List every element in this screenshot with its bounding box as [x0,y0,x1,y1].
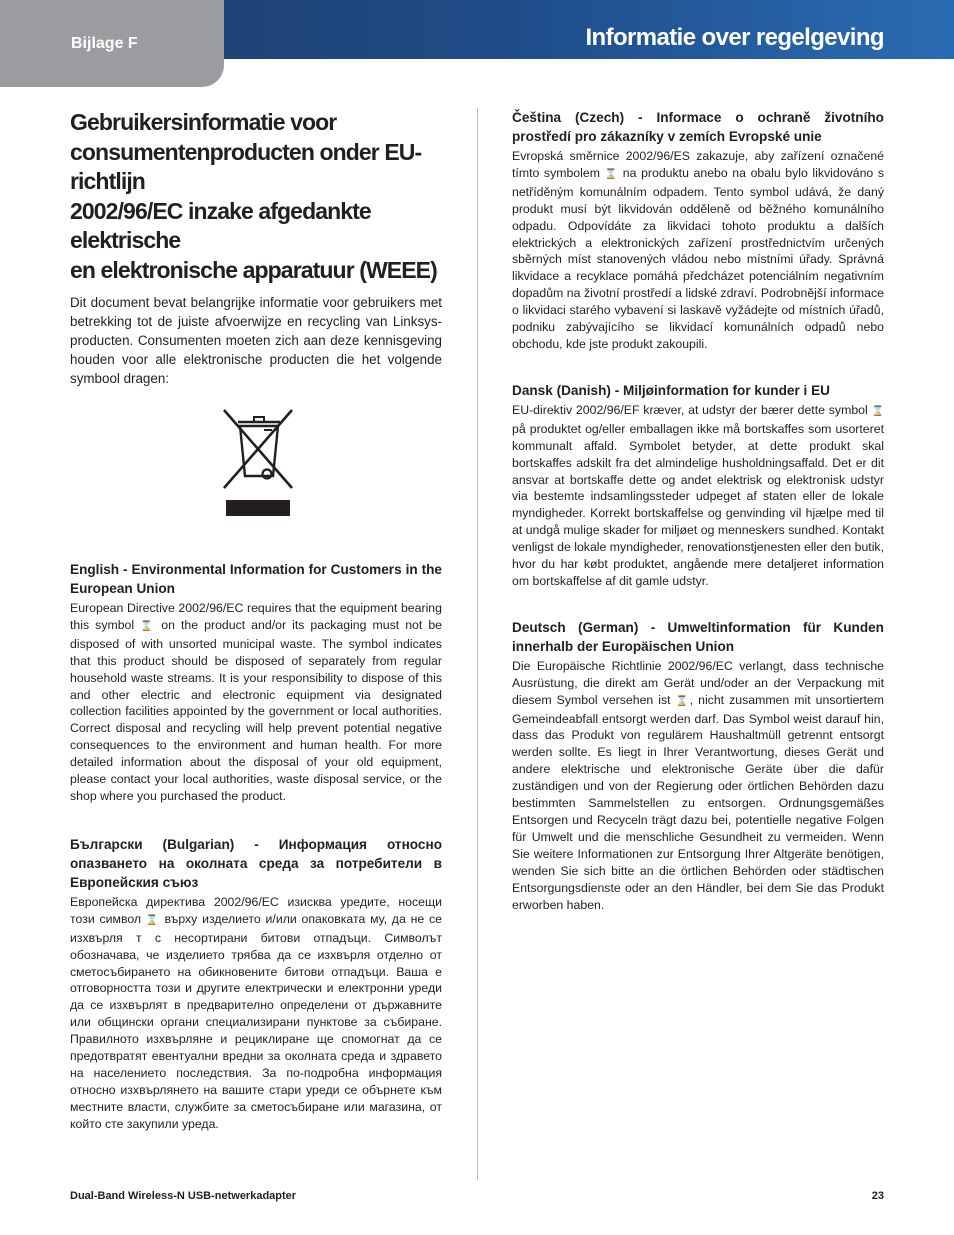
heading-line: consumentenproducten onder EU-richtlijn [70,138,422,194]
column-divider [477,108,478,1180]
main-heading [70,108,442,285]
section-english [70,560,442,805]
weee-inline-icon: ⌛ [140,620,156,632]
section-heading: Dansk (Danish) - Miljøinformation for kunder i EU [512,382,830,398]
section-body: EU-direktiv 2002/96/EF kræver, at udstyr der bærer dette symbol ⌛ på produktet og/eller emballagen ikke må bortskaffes som usorteret kommunalt affald. Symbolet betyder, at dette produkt skal bortskaffes adskilt fra det almindelige husholdningsaffald. Det er dit ansvar at bortskaffe dette og andet elektrisk og elektronisk udstyr via bestemte indsamlingssteder udpeget af staten eller de lokale myndigheder. Korrekt bortskaffelse og genvinding vil hjælpe med til at undgå mulige skader for miljøet og menneskers sundhed. Kontakt venligst de lokale myndigheder, renovationstjenesten eller den butik, hvor du har købt produktet, angående mere detaljeret information om bortskaffelse af dit gamle udstyr. [512,402,884,588]
crossed-out-wheeled-bin-icon [220,408,296,516]
section-heading: Български (Bulgarian) - Информация относно опазването на околната среда за потребители в Европейския съюз [70,836,442,890]
section-body: Die Europäische Richtlinie 2002/96/EC verlangt, dass technische Ausrüstung, die direkt am Gerät und/oder an der Verpackung mit diesem Symbol versehen ist ⌛, nicht zusammen mit unsortiertem Gemeindeabfall entsorgt werden darf. Das Symbol weist darauf hin, dass das Produkt von regulärem Haushaltmüll getrennt entsorgt werden sollte. Es liegt in Ihrer Verantwortung, dieses Gerät und andere elektrische und elektronische Geräte über die dafür zuständigen und von der Regierung oder örtlichen Behörden dazu bestimmten Sammelstellen zu entsorgen. Ordnungsgemäßes Entsorgen und Recyceln trägt dazu bei, potentielle negative Folgen für Umwelt und die menschliche Gesundheit zu vermeiden. Wenn Sie weitere Informationen zur Entsorgung Ihrer Altgeräte benötigen, wenden Sie sich bitte an die örtlichen Behörden oder städtischen Entsorgungsdienste oder an den Händler, bei dem Sie das Produkt erworben haben. [512,658,885,912]
section-german [512,618,884,914]
section-body: European Directive 2002/96/EC requires that the equipment bearing this symbol ⌛ on the product and/or its packaging must not be disposed of with unsorted municipal waste. The symbol indicates that this product should be disposed of separately from regular household waste streams. It is your responsibility to dispose of this and other electric and electronic equipment via designated collection facilities appointed by the government or local authorities. Correct disposal and recycling will help prevent potential negative consequences to the environment and human health. For more detailed information about the disposal of your old equipment, please contact your local authorities, waste disposal service, or the shop where you purchased the product. [70,601,443,803]
left-column [70,108,442,1133]
weee-symbol-block [70,408,442,518]
appendix-tab [0,0,224,87]
page-title: Informatie over regelgeving [585,24,884,51]
weee-inline-icon: ⌛ [604,168,619,180]
section-body: Европейска директива 2002/96/EC изисква уредите, носещи този символ ⌛ върху изделието и/или опаковката му, да не се изхвърля т с несортирани битови отпадъци. Символът обозначава, че изделието трябва да се изхвърля отделно от сметосъбирането на обикновените битови отпадъци. Ваша е отговорността този и другите електрически и електронни уреди да се изхвърлят в предварително определени от държавните или общински органи специализирани пунктове за събиране. Правилното изхвърляне и рециклиране ще спомогнат да се предотвратят евентуални вредни за околната среда и здравето на населението последствия. За по-подробна информация относно изхвърлянето на вашите стари уреди се обърнете към местните власти, службите за сметосъбиране или магазина, от който сте закупили уреда. [70,894,442,1131]
footer-page-number: 23 [871,1190,884,1202]
weee-inline-icon: ⌛ [145,914,160,926]
weee-inline-icon: ⌛ [675,695,690,707]
section-heading: English - Environmental Information for Customers in the European Union [70,562,442,596]
section-czech [512,108,884,353]
heading-line: 2002/96/EC inzake afgedankte elektrische [70,197,371,253]
heading-line: Gebruikersinformatie voor [70,109,337,135]
intro-paragraph: Dit document bevat belangrijke informatie voor gebruikers met betrekking tot de juiste afvoerwijze en recycling van Linksys-producten. Consumenten moeten zich aan deze kennisgeving houden voor alle elektronische producten die het volgende symbool dragen: [70,295,442,386]
right-column [512,108,884,913]
section-bulgarian [70,835,442,1133]
section-body: Evropská směrnice 2002/96/ES zakazuje, aby zařízení označené tímto symbolem ⌛ na produktu anebo na obalu bylo likvidováno s netříděným komunálním odpadem. Tento symbol udává, že daný produkt musí být likvidován odděleně od běžného komunálního odpadu. Odpovídáte za likvidaci tohoto produktu a dalších elektrických a elektronických zařízení prostřednictvím určených sběrných míst stanovených vládou nebo místními úřady. Správná likvidace a recyklace pomáhá předcházet potenciálním negativním dopadům na životní prostředí a lidské zdraví. Podrobnější informace o likvidaci starého vybavení si laskavě vyžádejte od místních úřadů, podniku zabývajícího se likvidací komunálních odpadů nebo obchodu, kde jste produkt zakoupili. [512,149,885,351]
section-heading: Deutsch (German) - Umweltinformation für Kunden innerhalb der Europäischen Union [512,619,884,654]
weee-inline-icon: ⌛ [871,405,884,417]
footer-product-name: Dual-Band Wireless-N USB-netwerkadapter [70,1190,297,1202]
heading-line: en elektronische apparatuur (WEEE) [70,256,437,283]
section-danish [512,381,884,590]
appendix-label: Bijlage F [71,35,138,52]
section-heading: Čeština (Czech) - Informace o ochraně životního prostředí pro zákazníky v zemích Evropské unie [512,110,884,144]
